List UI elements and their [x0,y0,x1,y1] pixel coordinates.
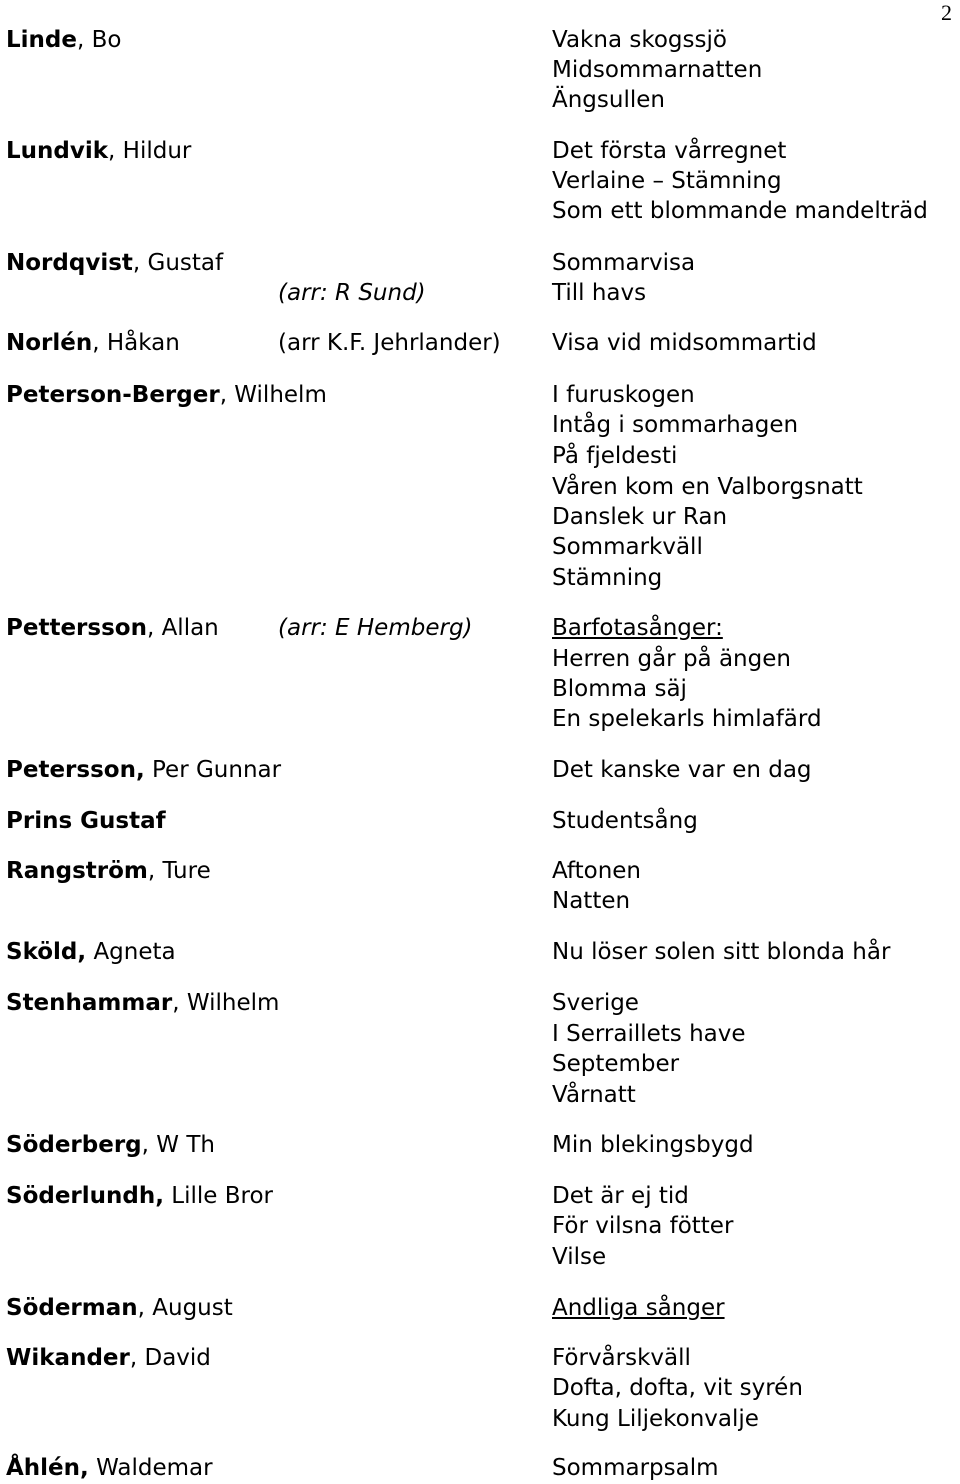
composer-name [6,1181,273,1211]
song-title: Vakna skogssjö [552,27,727,53]
song-collection-heading: Barfotasånger: [552,615,723,641]
composer-given-name: , Ture [147,858,211,884]
composer-given-name: Per Gunnar [144,757,282,783]
song-title: Sommarvisa [552,250,696,276]
composer-surname: Söderlundh, [6,1183,164,1209]
song-title: Stämning [552,565,663,591]
composer-surname: Norlén [6,330,93,356]
song-title: Natten [552,888,631,914]
composer-given-name: Lille Bror [163,1183,273,1209]
composer-name [6,755,281,785]
composer-name [6,1130,215,1160]
composer-surname: Peterson-Berger [6,382,220,408]
arranger-credit: (arr: E Hemberg) [278,615,473,641]
song-title: På fjeldesti [552,443,678,469]
song-title: För vilsna fötter [552,1213,734,1239]
song-title: I furuskogen [552,382,695,408]
composer-name [6,856,211,886]
song-title: Studentsång [552,808,698,834]
song-title: Danslek ur Ran [552,504,728,530]
song-collection-heading: Andliga sånger [552,1295,725,1321]
song-title: Vilse [552,1244,607,1270]
song-title: Det är ej tid [552,1183,689,1209]
composer-name [6,248,223,278]
composer-given-name: , Allan [146,615,219,641]
composer-surname: Rangström [6,858,148,884]
composer-surname: Prins Gustaf [6,808,166,834]
song-title: Min blekingsbygd [552,1132,754,1158]
composer-surname: Sköld, [6,939,87,965]
song-title: Verlaine – Stämning [552,168,782,194]
composer-given-name: , W Th [141,1132,215,1158]
composer-given-name: , Bo [76,27,122,53]
song-title: Vårnatt [552,1082,636,1108]
song-title: Aftonen [552,858,642,884]
composer-name [6,380,327,410]
composer-given-name: , August [137,1295,233,1321]
composer-given-name: , Gustaf [132,250,224,276]
composer-surname: Wikander [6,1345,130,1371]
song-title: Våren kom en Valborgsnatt [552,474,863,500]
composer-name [6,613,219,643]
composer-given-name: , Håkan [92,330,180,356]
composer-name [6,937,176,967]
composer-given-name: Agneta [86,939,176,965]
song-title: Det kanske var en dag [552,757,812,783]
composer-name [6,328,180,358]
song-title: Som ett blommande mandelträd [552,198,928,224]
composer-given-name: Waldemar [88,1455,213,1481]
composer-surname: Söderberg [6,1132,142,1158]
song-title: Intåg i sommarhagen [552,412,799,438]
song-title: Nu löser solen sitt blonda hår [552,939,891,965]
song-title: Sommarkväll [552,534,703,560]
song-title: I Serraillets have [552,1021,746,1047]
arranger-credit: (arr: R Sund) [278,280,426,306]
composer-name [6,1343,211,1373]
composer-surname: Linde [6,27,77,53]
song-title: Sommarpsalm [552,1455,719,1481]
song-title: Dofta, dofta, vit syrén [552,1375,803,1401]
composer-name [6,136,191,166]
song-title: Förvårskväll [552,1345,691,1371]
song-title: Midsommarnatten [552,57,763,83]
arranger-credit: (arr K.F. Jehrlander) [278,330,501,356]
song-title: Sverige [552,990,639,1016]
composer-surname: Pettersson [6,615,147,641]
composer-name [6,988,279,1018]
composer-name [6,1293,233,1323]
song-title: Till havs [552,280,647,306]
composer-given-name: , Wilhelm [219,382,327,408]
composer-name [6,1453,213,1483]
composer-surname: Stenhammar [6,990,173,1016]
song-title: Kung Liljekonvalje [552,1406,759,1432]
song-title: Herren går på ängen [552,646,791,672]
song-title: September [552,1051,680,1077]
composer-surname: Lundvik [6,138,109,164]
composer-surname: Petersson, [6,757,145,783]
song-title: Det första vårregnet [552,138,787,164]
composer-given-name: , David [129,1345,211,1371]
composer-given-name: , Hildur [108,138,192,164]
composer-surname: Söderman [6,1295,138,1321]
composer-given-name: , Wilhelm [172,990,280,1016]
song-title: Blomma säj [552,676,687,702]
composer-name [6,25,121,55]
composer-name [6,806,166,836]
song-title: En spelekarls himlafärd [552,706,822,732]
composer-surname: Nordqvist [6,250,133,276]
song-title: Ängsullen [552,87,665,113]
song-title: Visa vid midsommartid [552,330,817,356]
page-number: 2 [941,0,952,25]
composer-surname: Åhlén, [6,1455,89,1481]
